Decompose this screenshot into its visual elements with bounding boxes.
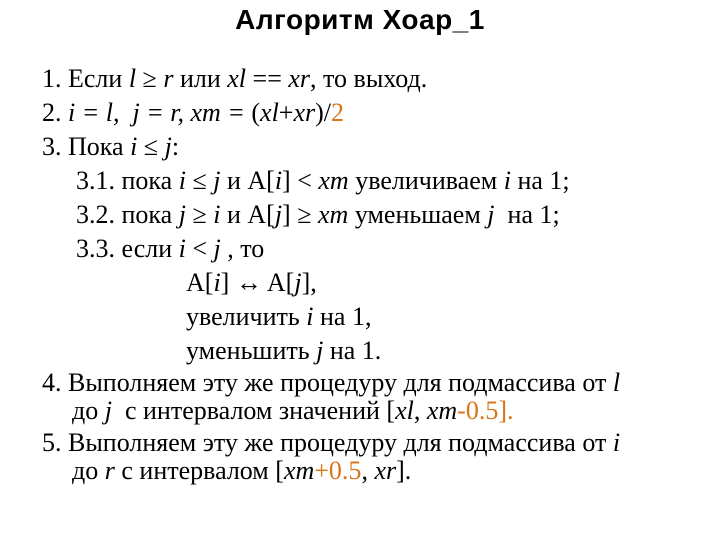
step-1-text: или [173,64,228,93]
step-3-1-text: увеличиваем [348,166,504,195]
op-eq: == [246,64,289,93]
var-xr: xr [374,456,397,485]
decrement-line [186,336,381,366]
swap-line [186,268,317,298]
var-xl: xl [260,98,279,127]
step-1 [42,64,427,94]
step-4-text: 4. Выполняем эту же процедуру для подмассива от [42,368,613,397]
step-5-text: с интервалом [ [114,456,284,485]
var-xr: xr [288,64,311,93]
step-3-2 [76,200,560,230]
colon: : [171,132,180,161]
var-j: j [164,132,172,161]
var-j: j [178,200,186,229]
paren: ( [251,98,261,127]
op-lt: ] < [282,166,319,195]
var-i: i [274,166,283,195]
swap-arrow: ] ↔ A[ [220,268,295,297]
step-3-text: 3. Пока [42,132,131,161]
increment-text: увеличить [186,302,307,331]
var-j: j [104,396,112,425]
var-i: i [612,428,621,457]
step-4-text: с интервалом значений [ [111,396,396,425]
var-xm: xm [318,166,349,195]
var-l: l [612,368,621,397]
step-1-text: 1. Если [42,64,129,93]
comma: , [361,456,375,485]
array-open: A[ [186,268,214,297]
op-ge: ≥ [185,200,214,229]
var-j: j [294,268,302,297]
var-i: i [213,200,221,229]
step-4-cont [72,396,514,426]
slide-title: Алгоритм Хоар_1 [235,4,485,35]
var-l: l [128,64,137,93]
step-3-3 [76,234,264,264]
var-xm: xm [426,396,458,425]
op-plus: + [278,98,294,127]
array-close: ], [301,268,317,297]
var-xm: xm [283,456,315,485]
step-3-1 [76,166,570,196]
var-xm: xm [317,200,349,229]
divisor-2: 2 [331,98,345,127]
step-2-text: 2. [42,98,68,127]
var-r: r [163,64,174,93]
var-r: r [104,456,115,485]
step-4 [42,368,620,398]
step-5-cont [72,456,411,486]
var-i: i [130,132,138,161]
step-4-text: до [72,396,105,425]
var-xl: xl [395,396,414,425]
op-ge: ] ≥ [282,200,318,229]
step-5-text: до [72,456,105,485]
increment-text: на 1, [313,302,372,331]
step-2-assign: i = l, j = r, xm = [68,98,252,127]
comma: , [413,396,427,425]
var-i: i [178,234,186,263]
var-i: i [306,302,314,331]
step-1-text: , то выход. [310,64,428,93]
step-3-2-text: 3.2. пока [76,200,179,229]
op-le: ≤ [137,132,165,161]
step-3-2-text: уменьшаем [348,200,488,229]
step-5 [42,428,620,458]
step-3-1-text: 3.1. пока [76,166,179,195]
var-j: j [487,200,495,229]
var-xl: xl [227,64,247,93]
step-3-2-text: на 1; [494,200,560,229]
paren-div: )/ [315,98,332,127]
op-ge: ≥ [136,64,164,93]
plus-half: +0.5 [314,456,362,485]
step-3-1-text: на 1; [510,166,570,195]
step-3 [42,132,179,162]
var-j: j [274,200,283,229]
decrement-text: на 1. [323,336,382,365]
array-open: и A[ [220,200,275,229]
var-xr: xr [293,98,316,127]
var-j: j [316,336,324,365]
increment-line [186,302,371,332]
op-le: ≤ [185,166,214,195]
var-i: i [213,268,221,297]
step-5-text: 5. Выполняем эту же процедуру для подмассива от [42,428,613,457]
bracket-close: ]. [396,456,412,485]
var-j: j [213,234,221,263]
step-3-3-text: , то [220,234,265,263]
array-open: и A[ [220,166,275,195]
step-2 [42,98,344,128]
op-lt: < [185,234,214,263]
minus-half: -0.5]. [457,396,514,425]
var-i: i [503,166,511,195]
var-j: j [213,166,221,195]
decrement-text: уменьшить [186,336,317,365]
step-3-3-text: 3.3. если [76,234,179,263]
var-i: i [178,166,186,195]
